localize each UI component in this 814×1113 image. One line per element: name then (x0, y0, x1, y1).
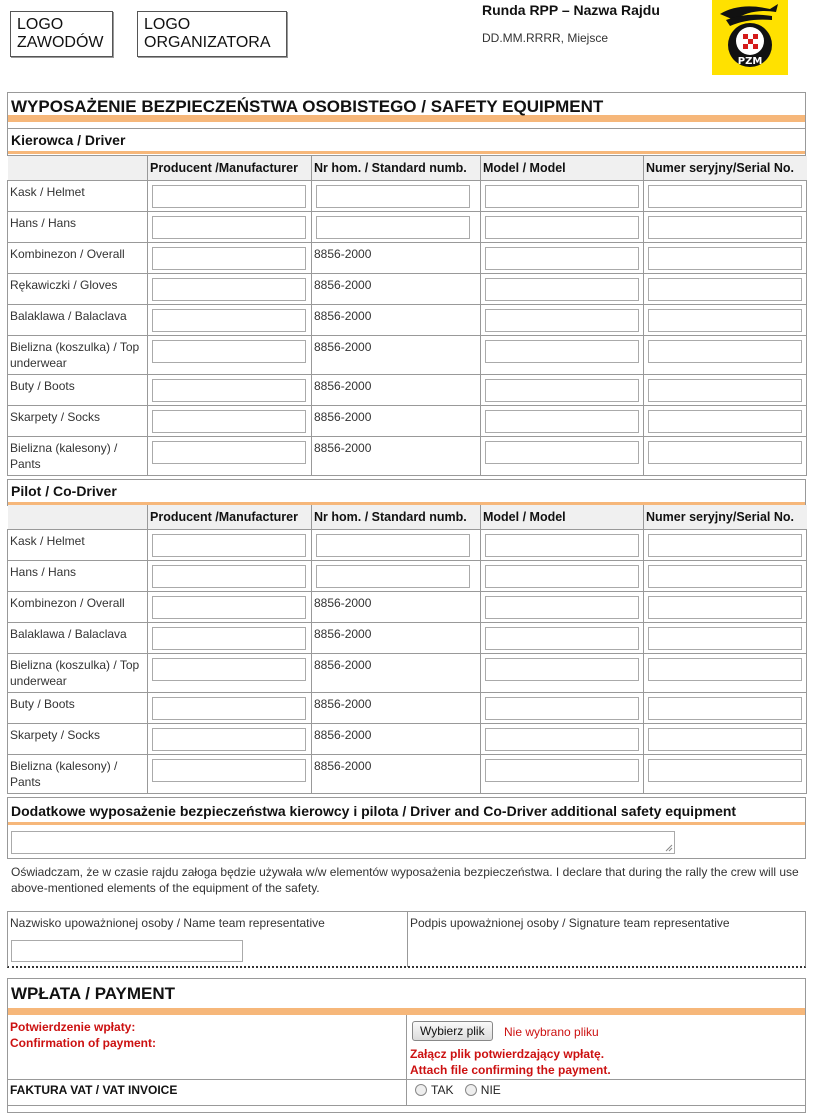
choose-file-button[interactable]: Wybierz plik (412, 1021, 493, 1041)
model-cell (481, 211, 644, 242)
manufacturer-input[interactable] (152, 441, 306, 464)
serial-number-input[interactable] (648, 441, 802, 464)
standard-number-cell (312, 211, 481, 242)
table-row (8, 692, 807, 723)
additional-equipment-textarea[interactable] (11, 831, 675, 854)
declaration-text: Oświadczam, że w czasie rajdu załoga będzie używała w/w elementów wyposażenia bezpieczeństwa. I declare that during the rally the crew will use above-mentioned elements of the equipment of the safety. (11, 865, 799, 895)
rep-signature-label: Podpis upoważnionej osoby / Signature team representative (410, 916, 730, 930)
serial-number-input[interactable] (648, 565, 802, 588)
driver-title: Kierowca / Driver (8, 129, 805, 154)
equipment-item-label: Bielizna (koszulka) / Top underwear (8, 335, 148, 374)
table-row (8, 273, 807, 304)
serial-number-input[interactable] (648, 759, 802, 782)
table-row (8, 653, 807, 692)
model-cell (481, 653, 644, 692)
model-input[interactable] (485, 697, 639, 720)
equipment-item-label: Hans / Hans (8, 211, 148, 242)
payment-section (7, 978, 806, 1113)
serial-number-cell (644, 723, 807, 754)
model-input[interactable] (485, 565, 639, 588)
additional-equipment-section (7, 797, 806, 859)
manufacturer-input[interactable] (152, 278, 306, 301)
payment-file-cell (406, 1015, 805, 1080)
manufacturer-input[interactable] (152, 534, 306, 557)
manufacturer-cell (148, 273, 312, 304)
payment-confirm-label (10, 1019, 156, 1051)
equipment-item-label: Rękawiczki / Gloves (8, 273, 148, 304)
column-header-manufacturer: Producent /Manufacturer (148, 156, 312, 180)
manufacturer-input[interactable] (152, 247, 306, 270)
model-input[interactable] (485, 185, 639, 208)
codriver-equipment-table (7, 505, 807, 794)
model-input[interactable] (485, 340, 639, 363)
table-row (8, 405, 807, 436)
serial-number-cell (644, 335, 807, 374)
table-row (8, 529, 807, 560)
serial-number-cell (644, 529, 807, 560)
equipment-item-label: Kombinezon / Overall (8, 242, 148, 273)
rep-name-label: Nazwisko upoważnionej osoby / Name team representative (10, 916, 325, 930)
model-input[interactable] (485, 410, 639, 433)
standard-number-input[interactable] (316, 185, 470, 208)
equipment-item-label: Kask / Helmet (8, 180, 148, 211)
model-input[interactable] (485, 728, 639, 751)
standard-number-text: 8856-2000 (312, 436, 481, 475)
standard-number-text: 8856-2000 (312, 405, 481, 436)
serial-number-cell (644, 591, 807, 622)
manufacturer-cell (148, 560, 312, 591)
standard-number-input[interactable] (316, 534, 470, 557)
attach-note-pl: Załącz plik potwierdzający wpłatę. (410, 1047, 605, 1061)
column-header-standard: Nr hom. / Standard numb. (312, 505, 481, 529)
page-header (0, 0, 814, 84)
equipment-item-label: Kombinezon / Overall (8, 591, 148, 622)
standard-number-input[interactable] (316, 565, 470, 588)
serial-number-input[interactable] (648, 410, 802, 433)
model-input[interactable] (485, 441, 639, 464)
model-cell (481, 723, 644, 754)
event-date-place: DD.MM.RRRR, Miejsce (482, 31, 608, 45)
column-header-item (8, 156, 148, 180)
event-title: Runda RPP – Nazwa Rajdu (482, 2, 660, 18)
standard-number-text: 8856-2000 (312, 335, 481, 374)
manufacturer-cell (148, 692, 312, 723)
standard-number-text: 8856-2000 (312, 304, 481, 335)
manufacturer-input[interactable] (152, 379, 306, 402)
model-input[interactable] (485, 596, 639, 619)
table-row (8, 560, 807, 591)
model-cell (481, 754, 644, 793)
manufacturer-input[interactable] (152, 340, 306, 363)
standard-number-text: 8856-2000 (312, 374, 481, 405)
serial-number-input[interactable] (648, 309, 802, 332)
manufacturer-cell (148, 529, 312, 560)
model-cell (481, 304, 644, 335)
table-row (8, 335, 807, 374)
serial-number-input[interactable] (648, 697, 802, 720)
column-header-serial: Numer seryjny/Serial No. (644, 505, 807, 529)
standard-number-text: 8856-2000 (312, 273, 481, 304)
model-cell (481, 242, 644, 273)
equipment-item-label: Skarpety / Socks (8, 405, 148, 436)
table-row (8, 180, 807, 211)
manufacturer-input[interactable] (152, 658, 306, 681)
manufacturer-input[interactable] (152, 697, 306, 720)
model-input[interactable] (485, 534, 639, 557)
model-cell (481, 180, 644, 211)
pzm-logo-text: PZM (737, 56, 763, 67)
serial-number-cell (644, 242, 807, 273)
manufacturer-input[interactable] (152, 627, 306, 650)
equipment-item-label: Buty / Boots (8, 692, 148, 723)
additional-equipment-title: Dodatkowe wyposażenie bezpieczeństwa kierowcy i pilota / Driver and Co-Driver additional safety equipment (8, 798, 805, 825)
invoice-no-label[interactable]: NIE (480, 1083, 501, 1097)
column-header-model: Model / Model (481, 505, 644, 529)
manufacturer-cell (148, 723, 312, 754)
pzm-logo (712, 0, 788, 75)
standard-number-text: 8856-2000 (312, 723, 481, 754)
model-input[interactable] (485, 309, 639, 332)
table-row (8, 242, 807, 273)
organizer-logo-placeholder: LOGO ORGANIZATORA (137, 11, 287, 57)
manufacturer-cell (148, 180, 312, 211)
payment-confirm-label-pl: Potwierdzenie wpłaty: (10, 1020, 136, 1034)
equipment-item-label: Bielizna (koszulka) / Top underwear (8, 653, 148, 692)
table-header-row (8, 505, 807, 529)
model-input[interactable] (485, 759, 639, 782)
payment-confirm-row (8, 1015, 805, 1080)
model-input[interactable] (485, 379, 639, 402)
model-cell (481, 529, 644, 560)
representative-section (7, 911, 806, 968)
standard-number-text: 8856-2000 (312, 653, 481, 692)
table-row (8, 723, 807, 754)
manufacturer-input[interactable] (152, 759, 306, 782)
manufacturer-cell (148, 211, 312, 242)
serial-number-cell (644, 180, 807, 211)
safety-equipment-title: WYPOSAŻENIE BEZPIECZEŃSTWA OSOBISTEGO / SAFETY EQUIPMENT (8, 93, 805, 122)
serial-number-cell (644, 653, 807, 692)
table-row (8, 436, 807, 475)
serial-number-input[interactable] (648, 379, 802, 402)
table-row (8, 591, 807, 622)
equipment-item-label: Balaklawa / Balaclava (8, 622, 148, 653)
standard-number-text: 8856-2000 (312, 692, 481, 723)
table-row (8, 622, 807, 653)
standard-number-text: 8856-2000 (312, 242, 481, 273)
rep-name-input[interactable] (11, 940, 243, 962)
serial-number-cell (644, 692, 807, 723)
model-input[interactable] (485, 247, 639, 270)
serial-number-input[interactable] (648, 278, 802, 301)
standard-number-text: 8856-2000 (312, 754, 481, 793)
table-row (8, 211, 807, 242)
manufacturer-input[interactable] (152, 185, 306, 208)
column-header-item (8, 505, 148, 529)
pzm-emblem-icon (712, 0, 788, 75)
standard-number-text: 8856-2000 (312, 622, 481, 653)
serial-number-cell (644, 405, 807, 436)
model-cell (481, 622, 644, 653)
table-row (8, 374, 807, 405)
manufacturer-cell (148, 335, 312, 374)
driver-subsection (7, 128, 806, 156)
event-logo-placeholder: LOGO ZAWODÓW (10, 11, 113, 57)
serial-number-input[interactable] (648, 340, 802, 363)
model-cell (481, 591, 644, 622)
manufacturer-cell (148, 754, 312, 793)
serial-number-input[interactable] (648, 596, 802, 619)
model-cell (481, 405, 644, 436)
column-header-manufacturer: Producent /Manufacturer (148, 505, 312, 529)
standard-number-input[interactable] (316, 216, 470, 239)
payment-title: WPŁATA / PAYMENT (8, 979, 805, 1015)
serial-number-cell (644, 622, 807, 653)
manufacturer-input[interactable] (152, 216, 306, 239)
serial-number-cell (644, 560, 807, 591)
serial-number-cell (644, 273, 807, 304)
model-cell (481, 692, 644, 723)
manufacturer-cell (148, 591, 312, 622)
rep-name-cell (8, 912, 408, 967)
equipment-item-label: Skarpety / Socks (8, 723, 148, 754)
table-row (8, 754, 807, 793)
serial-number-input[interactable] (648, 534, 802, 557)
file-status-text: Nie wybrano pliku (504, 1025, 599, 1039)
standard-number-cell (312, 529, 481, 560)
serial-number-input[interactable] (648, 627, 802, 650)
serial-number-input[interactable] (648, 247, 802, 270)
manufacturer-input[interactable] (152, 565, 306, 588)
payment-confirm-label-en: Confirmation of payment: (10, 1036, 156, 1050)
safety-equipment-section (7, 92, 806, 129)
standard-number-cell (312, 560, 481, 591)
model-cell (481, 560, 644, 591)
serial-number-input[interactable] (648, 185, 802, 208)
resize-grip-icon[interactable] (665, 844, 673, 852)
manufacturer-cell (148, 374, 312, 405)
serial-number-cell (644, 211, 807, 242)
invoice-yes-radio[interactable] (415, 1084, 427, 1096)
equipment-item-label: Bielizna (kalesony) / Pants (8, 436, 148, 475)
standard-number-text: 8856-2000 (312, 591, 481, 622)
table-row (8, 304, 807, 335)
invoice-no-radio[interactable] (465, 1084, 477, 1096)
equipment-item-label: Bielizna (kalesony) / Pants (8, 754, 148, 793)
manufacturer-cell (148, 242, 312, 273)
serial-number-input[interactable] (648, 728, 802, 751)
table-header-row (8, 156, 807, 180)
model-cell (481, 436, 644, 475)
serial-number-cell (644, 374, 807, 405)
equipment-item-label: Kask / Helmet (8, 529, 148, 560)
manufacturer-cell (148, 304, 312, 335)
invoice-row (8, 1080, 805, 1106)
manufacturer-input[interactable] (152, 728, 306, 751)
manufacturer-cell (148, 405, 312, 436)
invoice-label: FAKTURA VAT / VAT INVOICE (10, 1083, 178, 1097)
manufacturer-cell (148, 653, 312, 692)
manufacturer-cell (148, 436, 312, 475)
codriver-title: Pilot / Co-Driver (8, 480, 805, 505)
model-input[interactable] (485, 658, 639, 681)
model-input[interactable] (485, 216, 639, 239)
codriver-subsection (7, 479, 806, 506)
model-input[interactable] (485, 278, 639, 301)
serial-number-cell (644, 754, 807, 793)
serial-number-input[interactable] (648, 658, 802, 681)
manufacturer-cell (148, 622, 312, 653)
driver-equipment-table (7, 156, 807, 476)
column-header-serial: Numer seryjny/Serial No. (644, 156, 807, 180)
attach-note-en: Attach file confirming the payment. (410, 1063, 611, 1077)
equipment-item-label: Hans / Hans (8, 560, 148, 591)
model-cell (481, 335, 644, 374)
serial-number-cell (644, 304, 807, 335)
model-cell (481, 374, 644, 405)
manufacturer-input[interactable] (152, 309, 306, 332)
standard-number-cell (312, 180, 481, 211)
invoice-options (406, 1080, 805, 1106)
manufacturer-input[interactable] (152, 410, 306, 433)
serial-number-cell (644, 436, 807, 475)
invoice-yes-label[interactable]: TAK (431, 1083, 454, 1097)
equipment-item-label: Balaklawa / Balaclava (8, 304, 148, 335)
manufacturer-input[interactable] (152, 596, 306, 619)
column-header-standard: Nr hom. / Standard numb. (312, 156, 481, 180)
column-header-model: Model / Model (481, 156, 644, 180)
model-cell (481, 273, 644, 304)
equipment-item-label: Buty / Boots (8, 374, 148, 405)
model-input[interactable] (485, 627, 639, 650)
serial-number-input[interactable] (648, 216, 802, 239)
